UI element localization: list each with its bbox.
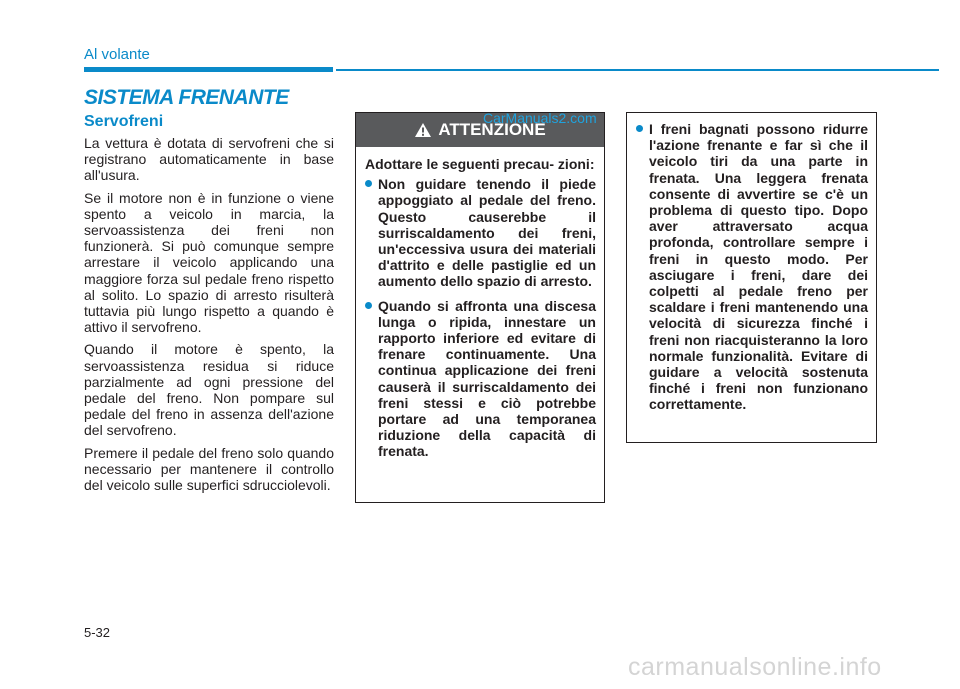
footer-watermark: carmanualsonline.info <box>628 653 882 681</box>
list-item <box>365 176 596 289</box>
list-item-text: Non guidare tenendo il piede appoggiato al pedale del freno. Questo causerebbe il surriscaldamento dei freni, un'eccessiva usura dei materiali d'attrito e delle pastiglie ed un aumento dello spazio di arresto. <box>378 176 596 290</box>
list-item-text: Quando si affronta una discesa lunga o ripida, innestare un rapporto inferiore ed evitare di frenare continuamente. Una continua applicazione dei freni causerà il surriscaldamento dei freni stessi e ciò potrebbe portare ad una temporanea riduzione della capacità di frenata. <box>378 297 596 460</box>
bullet-icon <box>365 302 372 309</box>
warning-body <box>356 147 604 460</box>
warning-continued-list <box>636 121 868 413</box>
watermark-link[interactable]: CarManuals2.com <box>483 110 597 126</box>
left-text-column <box>84 135 334 499</box>
bullet-icon <box>365 180 372 187</box>
warning-continued-body <box>627 113 876 413</box>
warning-box <box>355 112 605 503</box>
paragraph: La vettura è dotata di servofreni che si registrano automaticamente in base all'usura. <box>84 135 334 184</box>
warning-list <box>365 176 596 459</box>
section-title: Al volante <box>84 46 150 63</box>
list-item-text: I freni bagnati possono ridurre l'azione frenante e far sì che il veicolo tiri da una parte in frenata. Una leggera frenata consente di avvertire se c'è un problema di questo tipo. Dopo aver attraversato acqua profonda, controllare sempre i freni in questo modo. Per asciugare i freni, dare dei colpetti al pedale freno per scaldare i freni mantenendo una velocità di sicurezza finché i freni non riacquisteranno la loro normale funzionalità. Evitare di guidare a velocità sostenuta finché i freni non funzionano correttamente. <box>649 121 868 413</box>
warning-continued-box <box>626 112 877 443</box>
paragraph: Quando il motore è spento, la servoassistenza residua si riduce parzialmente ad ogni pressione del pedale del freno. Non pompare sul pedale del freno in assenza dell'azione del servofreno. <box>84 341 334 439</box>
page-title: SISTEMA FRENANTE <box>84 86 289 109</box>
page-number: 5-32 <box>84 625 111 640</box>
warning-intro: Adottare le seguenti precau- zioni: <box>365 156 595 172</box>
paragraph: Premere il pedale del freno solo quando necessario per mantenere il controllo del veicolo sulle superfici sdrucciolevoli. <box>84 444 334 494</box>
header-rule-thin <box>336 69 939 71</box>
header-rule-thick <box>84 67 333 72</box>
bullet-icon <box>636 125 643 132</box>
warning-label: ATTENZIONE <box>438 120 546 139</box>
page-subtitle: Servofreni <box>84 113 164 130</box>
paragraph: Se il motore non è in funzione o viene spento a veicolo in marcia, la servoassistenza dei freni non funzionerà. Si può comunque sempre arrestare il veicolo applicando una maggiore forza sul pedale freno rispetto al solito. Lo spazio di arresto risulterà tuttavia più lungo rispetto a quando è attivo il servofreno. <box>84 189 334 336</box>
list-item <box>636 121 868 413</box>
warning-triangle-icon <box>414 122 432 138</box>
list-item <box>365 298 596 460</box>
